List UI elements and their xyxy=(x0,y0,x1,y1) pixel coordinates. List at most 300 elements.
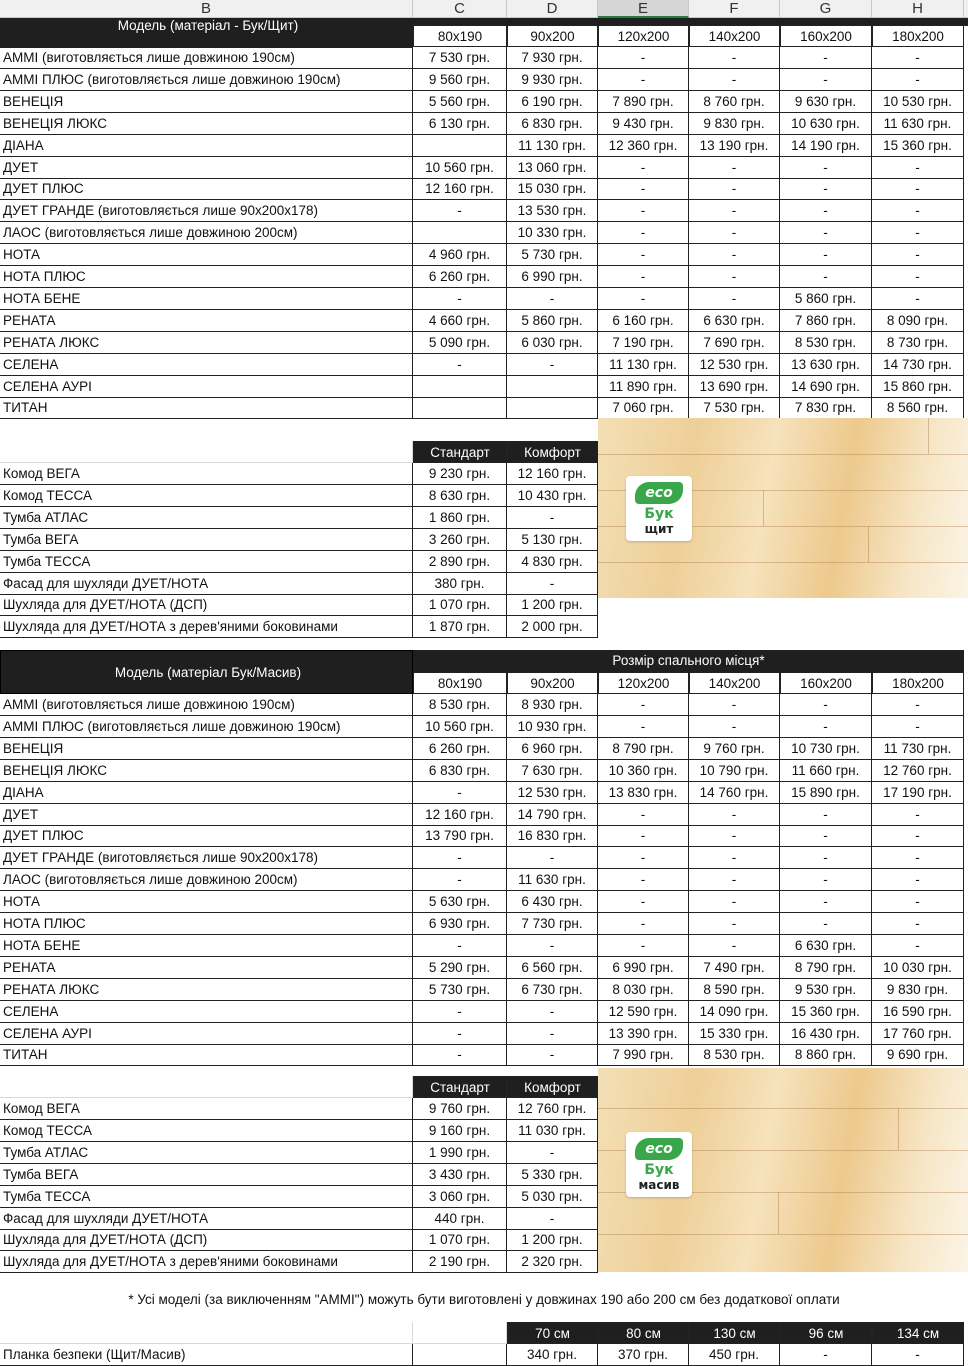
price-cell[interactable] xyxy=(413,222,507,244)
price-cell[interactable]: 2 190 грн. xyxy=(413,1251,507,1273)
price-cell[interactable]: 14 690 грн. xyxy=(780,376,872,398)
model-name-cell[interactable]: РЕНАТА ЛЮКС xyxy=(0,332,413,354)
model-name-cell[interactable]: РЕНАТА ЛЮКС xyxy=(0,979,413,1001)
price-cell[interactable]: 11 890 грн. xyxy=(598,376,689,398)
price-cell[interactable]: 440 грн. xyxy=(413,1208,507,1230)
item-name-cell[interactable]: Фасад для шухляди ДУЕТ/НОТА xyxy=(0,1208,413,1230)
price-cell[interactable]: - xyxy=(413,1023,507,1045)
price-cell[interactable]: 6 260 грн. xyxy=(413,266,507,288)
price-cell[interactable]: - xyxy=(689,288,780,310)
price-cell[interactable]: 17 190 грн. xyxy=(872,782,964,804)
column-header-h[interactable]: H xyxy=(872,0,964,18)
price-cell[interactable]: - xyxy=(689,157,780,179)
price-cell[interactable]: - xyxy=(872,200,964,222)
price-cell[interactable]: - xyxy=(598,288,689,310)
price-cell[interactable]: 6 830 грн. xyxy=(507,113,598,135)
price-cell[interactable]: 6 190 грн. xyxy=(507,91,598,113)
price-cell[interactable]: 13 630 грн. xyxy=(780,354,872,376)
price-cell[interactable]: 12 160 грн. xyxy=(413,804,507,826)
price-cell[interactable]: - xyxy=(507,1023,598,1045)
price-cell[interactable]: 14 190 грн. xyxy=(780,135,872,157)
price-cell[interactable]: - xyxy=(780,1344,872,1366)
model-name-cell[interactable]: СЕЛЕНА xyxy=(0,1001,413,1023)
price-cell[interactable]: 14 730 грн. xyxy=(872,354,964,376)
price-cell[interactable]: - xyxy=(598,716,689,738)
price-cell[interactable]: 9 690 грн. xyxy=(872,1044,964,1066)
price-cell[interactable]: 8 730 грн. xyxy=(872,332,964,354)
price-cell[interactable]: 3 430 грн. xyxy=(413,1164,507,1186)
price-cell[interactable]: - xyxy=(598,804,689,826)
item-name-cell[interactable]: Тумба ТЕССА xyxy=(0,551,413,573)
price-cell[interactable]: - xyxy=(689,69,780,91)
item-name-cell[interactable]: Комод ТЕССА xyxy=(0,1120,413,1142)
price-cell[interactable]: 12 160 грн. xyxy=(507,463,598,485)
price-cell[interactable] xyxy=(413,376,507,398)
price-cell[interactable]: 6 830 грн. xyxy=(413,760,507,782)
price-cell[interactable]: 12 760 грн. xyxy=(507,1098,598,1120)
price-cell[interactable]: - xyxy=(780,716,872,738)
model-name-cell[interactable]: ТИТАН xyxy=(0,397,413,419)
price-cell[interactable]: 8 930 грн. xyxy=(507,694,598,716)
badge-line1: Бук xyxy=(644,506,674,522)
model-name-cell[interactable]: ДУЕТ xyxy=(0,804,413,826)
item-name-cell[interactable]: Шухляда для ДУЕТ/НОТА з дерев'яними боковинами xyxy=(0,1251,413,1273)
model-name-cell[interactable]: РЕНАТА xyxy=(0,310,413,332)
price-cell[interactable]: 6 260 грн. xyxy=(413,738,507,760)
price-cell[interactable]: 15 360 грн. xyxy=(872,135,964,157)
price-cell[interactable]: 10 560 грн. xyxy=(413,716,507,738)
price-cell[interactable]: - xyxy=(872,935,964,957)
price-cell[interactable]: 12 760 грн. xyxy=(872,760,964,782)
price-cell[interactable]: 5 630 грн. xyxy=(413,891,507,913)
price-cell[interactable]: 8 590 грн. xyxy=(689,979,780,1001)
price-cell[interactable]: - xyxy=(507,1001,598,1023)
model-name-cell[interactable]: ВЕНЕЦІЯ xyxy=(0,91,413,113)
price-cell[interactable]: - xyxy=(780,847,872,869)
price-cell[interactable]: 9 430 грн. xyxy=(598,113,689,135)
price-cell[interactable]: 5 090 грн. xyxy=(413,332,507,354)
price-cell[interactable]: 16 430 грн. xyxy=(780,1023,872,1045)
price-cell[interactable]: - xyxy=(598,266,689,288)
column-header-c[interactable]: C xyxy=(413,0,507,18)
price-cell[interactable]: - xyxy=(780,69,872,91)
price-cell[interactable]: 5 860 грн. xyxy=(780,288,872,310)
price-cell[interactable]: 7 490 грн. xyxy=(689,957,780,979)
price-cell[interactable]: 5 860 грн. xyxy=(507,310,598,332)
price-cell[interactable]: - xyxy=(872,222,964,244)
price-cell[interactable]: - xyxy=(780,222,872,244)
price-cell[interactable]: 11 730 грн. xyxy=(872,738,964,760)
price-cell[interactable]: 14 760 грн. xyxy=(689,782,780,804)
price-cell[interactable]: 6 030 грн. xyxy=(507,332,598,354)
price-cell[interactable]: 10 790 грн. xyxy=(689,760,780,782)
price-cell[interactable]: 12 360 грн. xyxy=(598,135,689,157)
price-cell[interactable]: - xyxy=(507,507,598,529)
model-name-cell[interactable]: ВЕНЕЦІЯ xyxy=(0,738,413,760)
price-cell[interactable]: - xyxy=(598,869,689,891)
price-cell[interactable]: 6 560 грн. xyxy=(507,957,598,979)
price-cell[interactable]: 7 990 грн. xyxy=(598,1044,689,1066)
item-name-cell[interactable]: Шухляда для ДУЕТ/НОТА (ДСП) xyxy=(0,1229,413,1251)
price-cell[interactable]: - xyxy=(872,288,964,310)
price-cell[interactable]: - xyxy=(872,69,964,91)
price-cell[interactable]: 6 990 грн. xyxy=(598,957,689,979)
price-cell[interactable]: 1 860 грн. xyxy=(413,507,507,529)
price-cell[interactable]: - xyxy=(780,157,872,179)
price-cell[interactable]: - xyxy=(598,69,689,91)
price-cell[interactable]: - xyxy=(780,694,872,716)
price-cell[interactable]: 4 660 грн. xyxy=(413,310,507,332)
model-name-cell[interactable]: АММІ ПЛЮС (виготовляється лише довжиною 190см) xyxy=(0,716,413,738)
price-cell[interactable]: - xyxy=(598,222,689,244)
price-cell[interactable]: 380 грн. xyxy=(413,573,507,595)
price-cell[interactable]: - xyxy=(598,178,689,200)
price-cell[interactable]: 9 160 грн. xyxy=(413,1120,507,1142)
model-name-cell[interactable]: НОТА БЕНЕ xyxy=(0,935,413,957)
price-cell[interactable]: 4 830 грн. xyxy=(507,551,598,573)
price-cell[interactable]: - xyxy=(413,1001,507,1023)
model-name-cell[interactable]: СЕЛЕНА xyxy=(0,354,413,376)
price-cell[interactable]: - xyxy=(689,200,780,222)
model-name-cell[interactable]: ВЕНЕЦІЯ ЛЮКС xyxy=(0,113,413,135)
price-cell[interactable]: - xyxy=(598,825,689,847)
item-name-cell[interactable]: Комод ВЕГА xyxy=(0,463,413,485)
price-cell[interactable]: - xyxy=(872,891,964,913)
price-cell[interactable]: 14 790 грн. xyxy=(507,804,598,826)
price-cell[interactable]: 1 200 грн. xyxy=(507,594,598,616)
model-name-cell[interactable]: ЛАОС (виготовляється лише довжиною 200см) xyxy=(0,222,413,244)
item-name-cell[interactable]: Шухляда для ДУЕТ/НОТА (ДСП) xyxy=(0,594,413,616)
price-cell[interactable]: - xyxy=(872,716,964,738)
price-cell[interactable]: - xyxy=(413,288,507,310)
price-cell[interactable]: - xyxy=(598,200,689,222)
price-cell[interactable]: 9 760 грн. xyxy=(689,738,780,760)
price-cell[interactable]: 4 960 грн. xyxy=(413,244,507,266)
price-cell[interactable]: 8 860 грн. xyxy=(780,1044,872,1066)
price-cell[interactable]: 340 грн. xyxy=(507,1344,598,1366)
price-cell[interactable]: - xyxy=(780,913,872,935)
price-cell[interactable]: 7 690 грн. xyxy=(689,332,780,354)
model-name-cell[interactable]: ДУЕТ ГРАНДЕ (виготовляється лише 90х200х178) xyxy=(0,847,413,869)
model-name-cell[interactable]: НОТА xyxy=(0,244,413,266)
price-cell[interactable]: 9 230 грн. xyxy=(413,463,507,485)
price-cell[interactable]: - xyxy=(872,869,964,891)
price-cell[interactable]: 11 030 грн. xyxy=(507,1120,598,1142)
price-cell[interactable]: 1 870 грн. xyxy=(413,616,507,638)
item-name-cell[interactable]: Комод ТЕССА xyxy=(0,485,413,507)
price-cell[interactable]: 16 590 грн. xyxy=(872,1001,964,1023)
model-name-cell[interactable]: ТИТАН xyxy=(0,1044,413,1066)
price-cell[interactable]: 9 630 грн. xyxy=(780,91,872,113)
price-cell[interactable] xyxy=(507,397,598,419)
price-cell[interactable]: 5 290 грн. xyxy=(413,957,507,979)
price-cell[interactable]: 13 690 грн. xyxy=(689,376,780,398)
price-cell[interactable]: 10 030 грн. xyxy=(872,957,964,979)
item-name-cell[interactable]: Тумба ВЕГА xyxy=(0,529,413,551)
price-cell[interactable]: - xyxy=(689,825,780,847)
price-cell[interactable]: 8 560 грн. xyxy=(872,397,964,419)
price-cell[interactable]: 6 730 грн. xyxy=(507,979,598,1001)
price-cell[interactable]: 11 660 грн. xyxy=(780,760,872,782)
price-cell[interactable]: - xyxy=(780,266,872,288)
model-name-cell[interactable]: СЕЛЕНА АУРІ xyxy=(0,376,413,398)
model-name-cell[interactable]: АММІ ПЛЮС (виготовляється лише довжиною 190см) xyxy=(0,69,413,91)
price-cell[interactable]: - xyxy=(780,825,872,847)
price-cell[interactable]: - xyxy=(413,847,507,869)
model-name-cell[interactable]: АММІ (виготовляється лише довжиною 190см) xyxy=(0,694,413,716)
model-name-cell[interactable]: ДІАНА xyxy=(0,782,413,804)
model-name-cell[interactable]: РЕНАТА xyxy=(0,957,413,979)
price-cell[interactable]: 8 760 грн. xyxy=(689,91,780,113)
price-cell[interactable]: 15 360 грн. xyxy=(780,1001,872,1023)
price-cell[interactable]: 10 430 грн. xyxy=(507,485,598,507)
price-cell[interactable]: 13 060 грн. xyxy=(507,157,598,179)
price-cell[interactable]: 9 930 грн. xyxy=(507,69,598,91)
price-cell[interactable]: 7 830 грн. xyxy=(780,397,872,419)
price-cell[interactable]: 6 430 грн. xyxy=(507,891,598,913)
price-cell[interactable]: 13 390 грн. xyxy=(598,1023,689,1045)
price-cell[interactable]: - xyxy=(689,869,780,891)
price-cell[interactable]: 2 890 грн. xyxy=(413,551,507,573)
price-cell[interactable]: 9 830 грн. xyxy=(872,979,964,1001)
price-cell[interactable]: - xyxy=(780,244,872,266)
item-name-cell[interactable]: Фасад для шухляди ДУЕТ/НОТА xyxy=(0,573,413,595)
price-cell[interactable]: 8 630 грн. xyxy=(413,485,507,507)
price-cell[interactable]: 8 530 грн. xyxy=(689,1044,780,1066)
price-cell[interactable]: 7 890 грн. xyxy=(598,91,689,113)
price-cell[interactable]: - xyxy=(598,913,689,935)
price-cell[interactable]: - xyxy=(507,1044,598,1066)
price-cell[interactable]: 5 730 грн. xyxy=(413,979,507,1001)
price-cell[interactable]: 8 530 грн. xyxy=(413,694,507,716)
model-name-cell[interactable]: СЕЛЕНА АУРІ xyxy=(0,1023,413,1045)
item-name-cell[interactable]: Тумба ВЕГА xyxy=(0,1164,413,1186)
price-cell[interactable]: 9 530 грн. xyxy=(780,979,872,1001)
item-name-cell[interactable]: Шухляда для ДУЕТ/НОТА з дерев'яними боковинами xyxy=(0,616,413,638)
price-cell[interactable]: 6 130 грн. xyxy=(413,113,507,135)
model-name-cell[interactable]: НОТА xyxy=(0,891,413,913)
model-name-cell[interactable]: ДУЕТ ГРАНДЕ (виготовляється лише 90х200х178) xyxy=(0,200,413,222)
model-name-cell[interactable]: НОТА БЕНЕ xyxy=(0,288,413,310)
price-cell[interactable]: 6 960 грн. xyxy=(507,738,598,760)
price-cell[interactable]: 9 760 грн. xyxy=(413,1098,507,1120)
item-name-cell[interactable]: Комод ВЕГА xyxy=(0,1098,413,1120)
price-cell[interactable]: 12 530 грн. xyxy=(689,354,780,376)
price-cell[interactable]: 9 830 грн. xyxy=(689,113,780,135)
price-cell[interactable]: - xyxy=(872,157,964,179)
price-cell[interactable]: 7 630 грн. xyxy=(507,760,598,782)
price-cell[interactable]: - xyxy=(598,847,689,869)
price-cell[interactable]: 13 830 грн. xyxy=(598,782,689,804)
price-cell[interactable]: - xyxy=(598,157,689,179)
price-cell[interactable]: 11 630 грн. xyxy=(507,869,598,891)
price-cell[interactable]: 13 790 грн. xyxy=(413,825,507,847)
price-cell[interactable]: 15 890 грн. xyxy=(780,782,872,804)
price-cell[interactable]: - xyxy=(780,869,872,891)
price-cell[interactable]: - xyxy=(507,288,598,310)
price-cell[interactable]: 10 630 грн. xyxy=(780,113,872,135)
price-cell[interactable]: 6 930 грн. xyxy=(413,913,507,935)
price-cell[interactable]: 11 630 грн. xyxy=(872,113,964,135)
price-cell[interactable]: 6 630 грн. xyxy=(689,310,780,332)
price-cell[interactable]: 1 990 грн. xyxy=(413,1142,507,1164)
price-cell[interactable]: 7 860 грн. xyxy=(780,310,872,332)
price-cell[interactable]: - xyxy=(689,891,780,913)
price-cell[interactable]: - xyxy=(507,935,598,957)
price-cell[interactable]: - xyxy=(872,47,964,69)
price-cell[interactable]: 8 030 грн. xyxy=(598,979,689,1001)
item-name-cell[interactable]: Тумба АТЛАС xyxy=(0,1142,413,1164)
price-cell[interactable]: - xyxy=(689,244,780,266)
price-cell[interactable]: 7 530 грн. xyxy=(689,397,780,419)
price-cell[interactable]: - xyxy=(780,804,872,826)
price-cell[interactable]: 15 030 грн. xyxy=(507,178,598,200)
price-cell[interactable]: - xyxy=(689,847,780,869)
price-cell[interactable]: 5 030 грн. xyxy=(507,1186,598,1208)
model-name-cell[interactable]: ВЕНЕЦІЯ ЛЮКС xyxy=(0,760,413,782)
price-cell[interactable]: 10 330 грн. xyxy=(507,222,598,244)
price-cell[interactable]: - xyxy=(780,47,872,69)
price-cell[interactable]: - xyxy=(872,804,964,826)
price-cell[interactable]: - xyxy=(689,716,780,738)
price-cell[interactable]: 8 090 грн. xyxy=(872,310,964,332)
price-cell[interactable]: - xyxy=(689,913,780,935)
price-cell[interactable]: 450 грн. xyxy=(689,1344,780,1366)
price-cell[interactable]: - xyxy=(872,847,964,869)
price-cell[interactable]: - xyxy=(689,178,780,200)
price-cell[interactable]: - xyxy=(872,825,964,847)
price-cell[interactable]: 6 990 грн. xyxy=(507,266,598,288)
model-name-cell[interactable]: АММІ (виготовляється лише довжиною 190см) xyxy=(0,47,413,69)
column-header-f[interactable]: F xyxy=(689,0,780,18)
price-cell[interactable]: 7 060 грн. xyxy=(598,397,689,419)
price-cell[interactable]: 13 530 грн. xyxy=(507,200,598,222)
price-cell[interactable]: 12 160 грн. xyxy=(413,178,507,200)
price-cell[interactable] xyxy=(507,376,598,398)
price-cell[interactable]: 370 грн. xyxy=(598,1344,689,1366)
model-name-cell[interactable]: ДУЕТ ПЛЮС xyxy=(0,178,413,200)
price-cell[interactable]: 2 320 грн. xyxy=(507,1251,598,1273)
price-cell[interactable]: - xyxy=(413,1044,507,1066)
price-cell[interactable]: 17 760 грн. xyxy=(872,1023,964,1045)
price-cell[interactable]: - xyxy=(413,354,507,376)
price-cell[interactable]: 10 530 грн. xyxy=(872,91,964,113)
price-cell[interactable]: - xyxy=(689,266,780,288)
price-cell[interactable]: - xyxy=(872,1344,964,1366)
column-header-e[interactable]: E xyxy=(598,0,689,18)
price-cell[interactable]: - xyxy=(413,869,507,891)
price-cell[interactable]: 7 930 грн. xyxy=(507,47,598,69)
price-cell[interactable] xyxy=(413,135,507,157)
model-name-cell[interactable]: ДУЕТ ПЛЮС xyxy=(0,825,413,847)
price-cell[interactable]: - xyxy=(689,804,780,826)
price-cell[interactable]: 10 730 грн. xyxy=(780,738,872,760)
price-cell[interactable]: - xyxy=(507,1142,598,1164)
price-cell[interactable]: 12 590 грн. xyxy=(598,1001,689,1023)
price-cell[interactable]: 7 530 грн. xyxy=(413,47,507,69)
price-cell[interactable]: 1 070 грн. xyxy=(413,594,507,616)
price-cell[interactable]: 8 790 грн. xyxy=(780,957,872,979)
price-cell[interactable]: - xyxy=(598,47,689,69)
price-cell[interactable]: - xyxy=(872,913,964,935)
price-cell[interactable]: 3 060 грн. xyxy=(413,1186,507,1208)
price-cell[interactable]: 6 160 грн. xyxy=(598,310,689,332)
price-cell[interactable]: - xyxy=(507,847,598,869)
price-cell[interactable]: - xyxy=(507,1208,598,1230)
model-name-cell[interactable]: ЛАОС (виготовляється лише довжиною 200см) xyxy=(0,869,413,891)
price-cell[interactable]: 15 330 грн. xyxy=(689,1023,780,1045)
price-cell[interactable]: - xyxy=(872,178,964,200)
price-cell[interactable]: - xyxy=(689,47,780,69)
price-cell[interactable]: - xyxy=(872,266,964,288)
price-cell[interactable]: - xyxy=(413,782,507,804)
model-name-cell[interactable]: ДІАНА xyxy=(0,135,413,157)
price-cell[interactable]: 10 560 грн. xyxy=(413,157,507,179)
price-cell[interactable]: 9 560 грн. xyxy=(413,69,507,91)
price-cell[interactable]: 11 130 грн. xyxy=(598,354,689,376)
column-header-d[interactable]: D xyxy=(507,0,598,18)
price-cell[interactable]: - xyxy=(413,935,507,957)
price-cell[interactable]: - xyxy=(780,891,872,913)
price-cell[interactable]: - xyxy=(413,200,507,222)
price-cell[interactable]: 8 790 грн. xyxy=(598,738,689,760)
price-cell[interactable]: - xyxy=(598,935,689,957)
price-cell[interactable]: 2 000 грн. xyxy=(507,616,598,638)
price-cell[interactable]: 10 930 грн. xyxy=(507,716,598,738)
column-header-g[interactable]: G xyxy=(780,0,872,18)
price-cell[interactable]: 5 560 грн. xyxy=(413,91,507,113)
price-cell[interactable]: 7 730 грн. xyxy=(507,913,598,935)
furniture-header-cell: Комфорт xyxy=(507,1076,598,1098)
price-cell[interactable]: 6 630 грн. xyxy=(780,935,872,957)
price-cell[interactable]: 11 130 грн. xyxy=(507,135,598,157)
price-cell[interactable]: - xyxy=(872,244,964,266)
price-cell[interactable]: - xyxy=(689,694,780,716)
price-cell[interactable]: - xyxy=(598,244,689,266)
price-cell[interactable]: 5 730 грн. xyxy=(507,244,598,266)
price-cell[interactable]: 15 860 грн. xyxy=(872,376,964,398)
price-cell[interactable]: - xyxy=(507,573,598,595)
price-cell[interactable]: - xyxy=(598,694,689,716)
model-name-cell[interactable]: НОТА ПЛЮС xyxy=(0,913,413,935)
price-cell[interactable]: - xyxy=(689,222,780,244)
price-cell[interactable]: 1 070 грн. xyxy=(413,1229,507,1251)
model-name-cell[interactable]: НОТА ПЛЮС xyxy=(0,266,413,288)
model-name-cell[interactable]: ДУЕТ xyxy=(0,157,413,179)
price-cell[interactable]: 12 530 грн. xyxy=(507,782,598,804)
price-cell[interactable]: 5 130 грн. xyxy=(507,529,598,551)
price-cell[interactable]: - xyxy=(780,178,872,200)
price-cell[interactable]: - xyxy=(507,354,598,376)
price-cell[interactable]: 1 200 грн. xyxy=(507,1229,598,1251)
price-cell[interactable]: 13 190 грн. xyxy=(689,135,780,157)
item-name-cell[interactable]: Тумба ТЕССА xyxy=(0,1186,413,1208)
price-cell[interactable]: - xyxy=(598,891,689,913)
price-cell[interactable] xyxy=(413,397,507,419)
price-cell[interactable]: 7 190 грн. xyxy=(598,332,689,354)
item-name-cell[interactable]: Тумба АТЛАС xyxy=(0,507,413,529)
price-cell[interactable]: 10 360 грн. xyxy=(598,760,689,782)
price-cell[interactable]: 5 330 грн. xyxy=(507,1164,598,1186)
price-cell[interactable]: - xyxy=(689,935,780,957)
price-cell[interactable]: 14 090 грн. xyxy=(689,1001,780,1023)
column-header-b[interactable]: B xyxy=(0,0,413,18)
price-cell[interactable]: - xyxy=(872,694,964,716)
price-cell[interactable]: 8 530 грн. xyxy=(780,332,872,354)
price-cell[interactable]: - xyxy=(780,200,872,222)
price-cell[interactable]: 16 830 грн. xyxy=(507,825,598,847)
price-cell[interactable]: 3 260 грн. xyxy=(413,529,507,551)
